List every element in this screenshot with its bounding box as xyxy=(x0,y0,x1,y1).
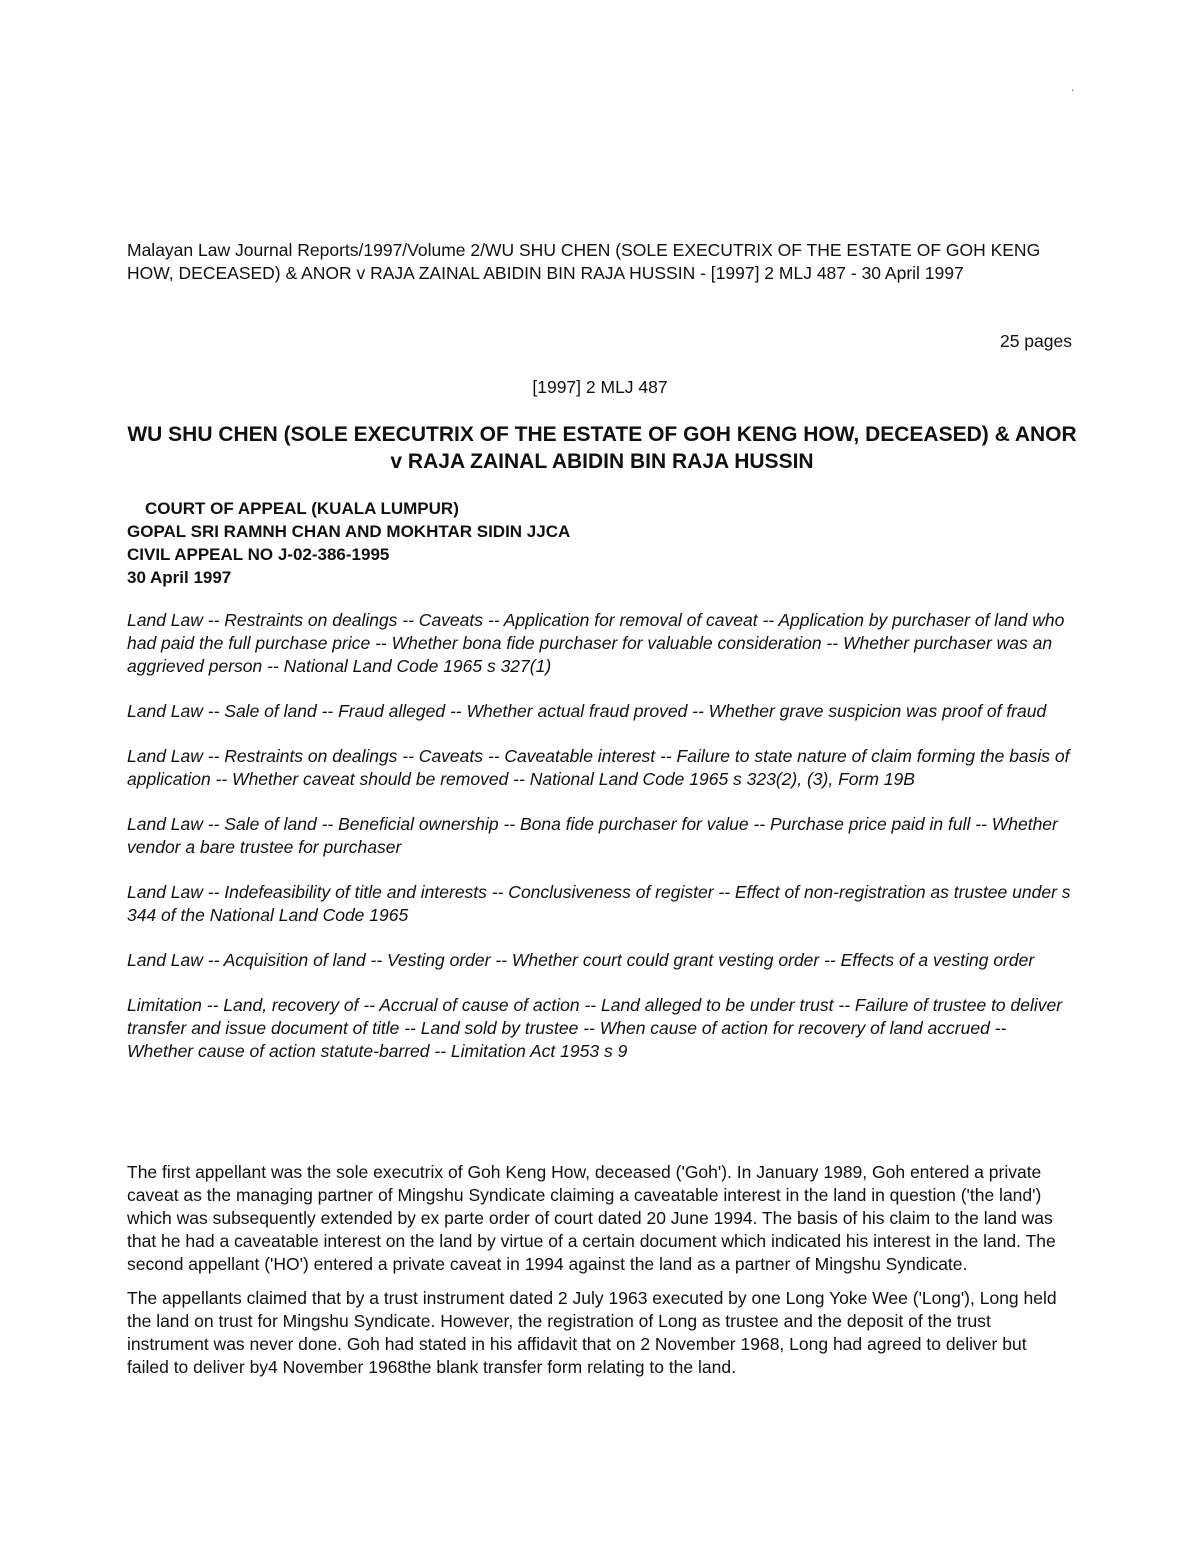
catchword-paragraph: Land Law -- Restraints on dealings -- Caveats -- Application for removal of caveat -- Application by purchaser of land who had paid the full purchase price -- Whether bona fide purchaser for valuable consideration -- Whether purchaser was an aggrieved person -- National Land Code 1965 s 327(1) xyxy=(127,610,1065,676)
catchword-paragraph: Land Law -- Sale of land -- Fraud alleged -- Whether actual fraud proved -- Whether grave suspicion was proof of fraud xyxy=(127,701,1047,721)
corner-mark: . xyxy=(1071,80,1075,94)
catchword-paragraph: Land Law -- Sale of land -- Beneficial ownership -- Bona fide purchaser for value -- Purchase price paid in full -- Whether vendor a bare trustee for purchaser xyxy=(127,814,1058,857)
body-paragraph: The first appellant was the sole executrix of Goh Keng How, deceased ('Goh'). In January 1989, Goh entered a private caveat as the managing partner of Mingshu Syndicate claiming a caveatable interest in the land in question ('the land') which was subsequently extended by ex parte order of court dated 20 June 1994. The basis of his claim to the land was that he had a caveatable interest on the land by virtue of a certain document which indicated his interest in the land. The second appellant ('HO') entered a private caveat in 1994 against the land as a partner of Mingshu Syndicate. xyxy=(127,1162,1056,1274)
court-info xyxy=(127,497,1077,589)
catchword-paragraph: Limitation -- Land, recovery of -- Accrual of cause of action -- Land alleged to be under trust -- Failure of trustee to deliver transfer and issue document of title -- Land sold by trustee -- When cause of action for recovery of land accrued -- Whether cause of action statute-barred -- Limitation Act 1953 s 9 xyxy=(127,995,1063,1061)
catchword-paragraph: Land Law -- Acquisition of land -- Vesting order -- Whether court could grant vesting order -- Effects of a vesting order xyxy=(127,950,1035,970)
case-title: WU SHU CHEN (SOLE EXECUTRIX OF THE ESTATE OF GOH KENG HOW, DECEASED) & ANOR v RAJA ZAINAL ABIDIN BIN RAJA HUSSIN xyxy=(127,423,1077,473)
page-count: 25 pages xyxy=(999,331,1072,351)
catchwords xyxy=(127,609,1072,1085)
court-name: COURT OF APPEAL (KUALA LUMPUR) xyxy=(145,499,459,518)
mlj-reference: [1997] 2 MLJ 487 xyxy=(532,377,668,397)
catchword-paragraph: Land Law -- Indefeasibility of title and interests -- Conclusiveness of register -- Effect of non-registration as trustee under s 344 of the National Land Code 1965 xyxy=(127,882,1071,925)
decision-date: 30 April 1997 xyxy=(127,568,232,587)
catchword-paragraph: Land Law -- Restraints on dealings -- Caveats -- Caveatable interest -- Failure to state nature of claim forming the basis of application -- Whether caveat should be removed -- National Land Code 1965 s 323(2), (3), Form 19B xyxy=(127,746,1070,789)
citation-header: Malayan Law Journal Reports/1997/Volume 2/WU SHU CHEN (SOLE EXECUTRIX OF THE ESTATE OF GOH KENG HOW, DECEASED) & ANOR v RAJA ZAINAL ABIDIN BIN RAJA HUSSIN - [1997] 2 MLJ 487 - 30 April 1997 xyxy=(127,240,1041,283)
headnote-body xyxy=(127,1161,1072,1390)
appeal-number: CIVIL APPEAL NO J-02-386-1995 xyxy=(127,545,390,564)
judges: GOPAL SRI RAMNH CHAN AND MOKHTAR SIDIN JJCA xyxy=(127,522,571,541)
body-paragraph: The appellants claimed that by a trust instrument dated 2 July 1963 executed by one Long Yoke Wee ('Long'), Long held the land on trust for Mingshu Syndicate. However, the registration of Long as trustee and the deposit of the trust instrument was never done. Goh had stated in his affidavit that on 2 November 1968, Long had agreed to deliver but failed to deliver by4 November 1968the blank transfer form relating to the land. xyxy=(127,1288,1057,1377)
